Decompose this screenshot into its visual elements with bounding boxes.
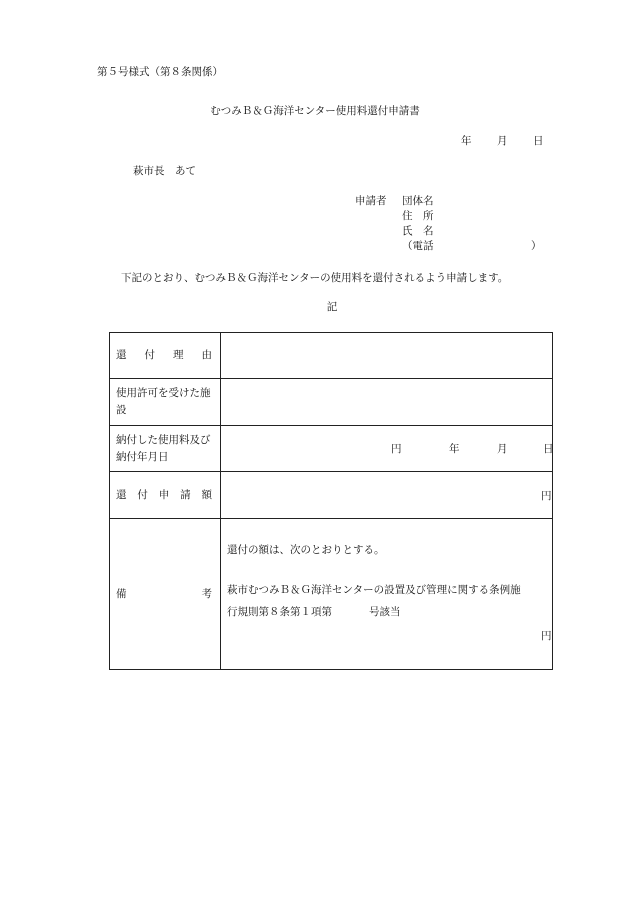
table-row-remarks [110,519,553,670]
remarks-label [110,519,221,670]
remarks-field[interactable] [221,519,553,670]
form-number: 第５号様式（第８条関係） [97,66,223,78]
paid-yen: 円 [391,443,402,455]
application-table [109,332,553,670]
facility-field[interactable] [221,379,553,426]
amount-label-char: 付 [137,488,148,501]
amount-yen: 円 [541,490,552,502]
remarks-line-3a: 行規則第８条第１項第 [227,606,332,618]
amount-label-char: 還 [116,488,127,501]
paid-day: 日 [543,443,554,455]
remarks-line-1: 還付の額は、次のとおりとする。 [227,544,385,556]
ki-heading: 記 [326,301,338,313]
remarks-label-char: 備 [116,587,127,600]
table-row-amount [110,472,553,519]
reason-label-char: 理 [173,349,184,361]
applicant-label: 申請者 [355,195,387,207]
reason-label-char: 付 [144,349,155,361]
remarks-label-char: 考 [201,587,212,600]
date-day: 日 [533,135,544,147]
addressee: 萩市長 あて [133,165,196,177]
amount-label-char: 請 [180,488,191,501]
applicant-phone-close: ） [531,240,542,252]
date-year: 年 [461,135,472,147]
request-text: 下記のとおり、むつみＢ＆Ｇ海洋センターの使用料を還付されるよう申請します。 [121,272,509,284]
remarks-line-2: 萩市むつみＢ＆Ｇ海洋センターの設置及び管理に関する条例施 [227,584,521,596]
document-title: むつみＢ＆Ｇ海洋センター使用料還付申請書 [210,105,420,117]
applicant-phone-open: （電話 [402,240,434,252]
table-row-reason [110,333,553,379]
reason-label-char: 還 [116,349,127,361]
amount-field[interactable] [221,472,553,519]
applicant-address-label: 住 所 [402,210,434,222]
paid-year: 年 [449,443,460,455]
remarks-yen: 円 [541,630,552,642]
applicant-name-label: 氏 名 [402,225,434,237]
paid-field[interactable] [221,426,553,472]
date-month: 月 [497,135,508,147]
reason-label-char: 由 [201,349,212,361]
applicant-org-label: 団体名 [402,195,434,207]
amount-label-char: 申 [158,488,170,501]
paid-month: 月 [497,443,508,455]
reason-field[interactable] [221,333,553,379]
amount-label [110,472,221,519]
facility-label: 使用許可を受けた施設 [110,379,221,426]
table-row-paid [110,426,553,472]
amount-label-char: 額 [201,488,212,501]
paid-label: 納付した使用料及び納付年月日 [110,426,221,472]
table-row-facility [110,379,553,426]
reason-label [110,333,221,379]
remarks-line-3b: 号該当 [369,606,401,618]
